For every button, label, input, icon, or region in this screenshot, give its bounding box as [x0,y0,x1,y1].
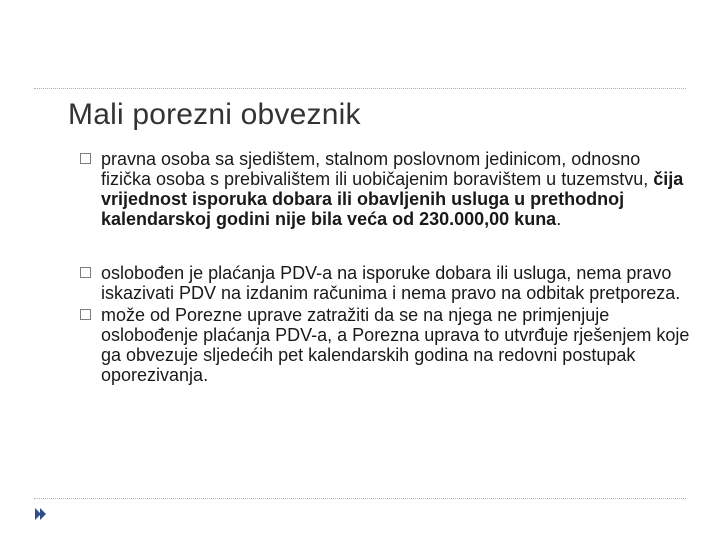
bullet-item [80,149,690,229]
bullet-text-part: . [556,209,562,229]
bullet-text-bold-part: čija vrijednost isporuka dobara ili obavljenih usluga u prethodnoj kalendarskoj godini nije bila veća od 230.000,00 kuna [101,169,684,229]
bullet-list [80,149,690,419]
square-bullet-icon [80,309,91,320]
square-bullet-icon [80,267,91,278]
bullet-item [80,305,690,385]
square-bullet-icon [80,153,91,164]
top-divider [34,88,686,89]
bullet-text-part: oslobođen je plaćanja PDV-a na isporuke dobara ili usluga, nema pravo iskazivati PDV na izdanim računima i nema pravo na odbitak pretporeza. [101,263,681,303]
bottom-divider [34,498,686,499]
bullet-item [80,263,690,303]
nav-triangle-front-icon [40,508,46,520]
bullet-text-part: pravna osoba sa sjedištem, stalnom poslovnom jedinicom, odnosno fizička osoba s prebivalištem ili uobičajenim boravištem u tuzemstvu, [101,149,654,189]
slide-nav-icon[interactable] [33,506,49,522]
slide-title: Mali porezni obveznik [68,98,361,131]
bullet-text-part: može od Porezne uprave zatražiti da se na njega ne primjenjuje oslobođenje plaćanja PDV-a, a Porezna uprava to utvrđuje rješenjem koje ga obvezuje sljedećih pet kalendarskih godina na redovni postupak oporezivanja. [101,305,690,385]
